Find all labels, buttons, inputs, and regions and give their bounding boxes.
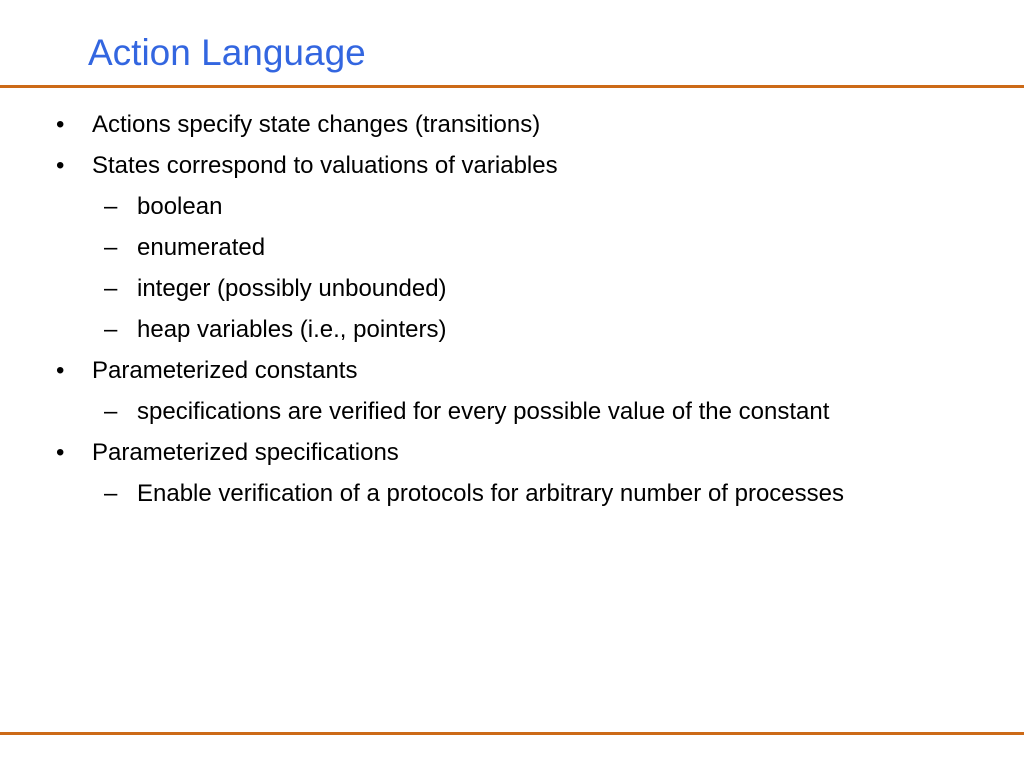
footer-divider <box>0 732 1024 735</box>
sub-bullet-item <box>0 313 967 347</box>
bullet-text: Parameterized constants <box>92 357 358 384</box>
bullet-marker: • <box>56 152 65 179</box>
bullet-list <box>0 108 1024 518</box>
sub-bullet-marker: – <box>104 234 118 261</box>
sub-bullet-item <box>0 190 967 224</box>
bullet-marker: • <box>56 439 65 466</box>
sub-bullet-text: enumerated <box>137 234 266 261</box>
bullet-item <box>0 354 1024 388</box>
slide-title: Action Language <box>88 32 366 73</box>
sub-bullet-item <box>0 395 967 429</box>
sub-bullet-marker: – <box>104 398 118 425</box>
sub-bullet-item <box>0 272 967 306</box>
sub-bullet-text: Enable verification of a protocols for arbitrary number of processes <box>137 480 845 507</box>
bullet-marker: • <box>56 111 65 138</box>
sub-bullet-marker: – <box>104 275 118 302</box>
sub-bullet-item <box>0 231 967 265</box>
bullet-text: Parameterized specifications <box>92 439 399 466</box>
sub-bullet-marker: – <box>104 193 118 220</box>
sub-bullet-marker: – <box>104 316 118 343</box>
sub-bullet-marker: – <box>104 480 118 507</box>
title-divider <box>0 85 1024 88</box>
bullet-item <box>0 149 1024 183</box>
sub-bullet-item <box>0 477 967 511</box>
bullet-item <box>0 108 1024 142</box>
bullet-marker: • <box>56 357 65 384</box>
sub-bullet-text: integer (possibly unbounded) <box>137 275 447 302</box>
bullet-text: Actions specify state changes (transitions) <box>92 111 541 138</box>
bullet-text: States correspond to valuations of variables <box>92 152 558 179</box>
sub-bullet-text: heap variables (i.e., pointers) <box>137 316 447 343</box>
sub-bullet-text: specifications are verified for every possible value of the constant <box>137 398 830 425</box>
sub-bullet-text: boolean <box>137 193 223 220</box>
bullet-item <box>0 436 1024 470</box>
